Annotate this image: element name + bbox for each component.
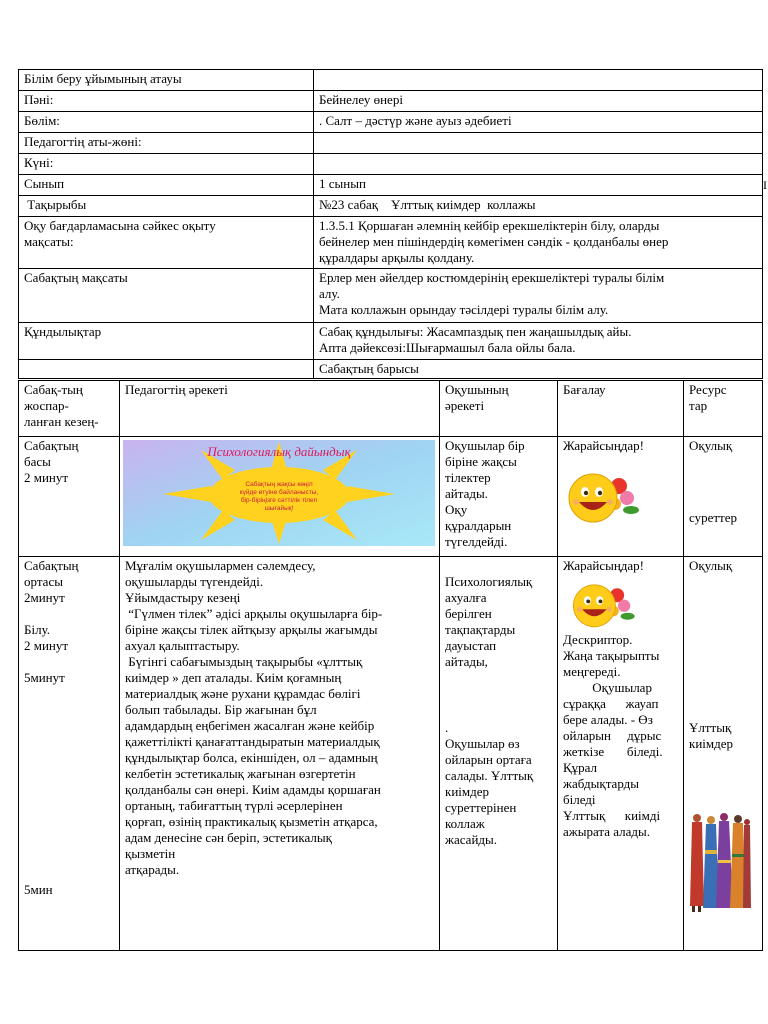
info-value: . Салт – дәстүр және ауыз әдебиеті bbox=[314, 112, 763, 133]
banner-line: Сабақтың жақсы көңіл bbox=[245, 481, 313, 488]
smiley-flowers-icon bbox=[563, 576, 645, 632]
info-row bbox=[19, 154, 763, 175]
banner-line: бір-біріңізге сәттілік тілеп bbox=[240, 497, 318, 504]
costume-figure bbox=[690, 814, 704, 912]
objectives-row bbox=[19, 217, 763, 269]
lesson-goal-label: Сабақтың мақсаты bbox=[19, 269, 314, 323]
info-row bbox=[19, 112, 763, 133]
banner-title: Психологиялық дайындық bbox=[207, 444, 351, 459]
info-label: Білім беру ұйымының атауы bbox=[19, 70, 314, 91]
info-label: Күні: bbox=[19, 154, 314, 175]
header-resources: Ресурс тар bbox=[684, 381, 763, 437]
values-value: Сабақ құндылығы: Жасампаздық пен жаңашылдық айы. Апта дәйексөзі:Шығармашыл бала ойлы бала. bbox=[314, 323, 763, 360]
lesson-plan-table bbox=[18, 380, 763, 951]
info-label: Сынып bbox=[19, 175, 314, 196]
info-value bbox=[314, 133, 763, 154]
teacher-cell: Мұғалім оқушылармен сәлемдесу, оқушыларды түгендейді. Ұйымдастыру кезеңі “Гүлмен тілек” әдісі арқылы оқушыларға бір- біріне жақсы тілек айтқызу арқылы жағымды ахуал қалыптастыру. Бүгінгі сабағымыздың тақырыбы «ұлттық киімдер » деп аталады. Киім қоғамның материалдық және рухани құрамдас бөлігі болып табылады. Бір жағынан бұл адамдардың еңбегімен жасалған және кейбір қажеттілікті қанағаттандыратын материалдық құндылықтар болса, екіншіден, ол – адамның келбетін эстетикалық жағынан өзгертетін қолданбалы сән өнері. Киім адамды қоршаған ортаның, табиғаттың түрлі әсерлерінен қорғап, өзінің практикалық қызметін атқарса, адам денесіне сән беріп, эстетикалық қызметін атқарады. bbox=[120, 557, 440, 951]
objectives-label: Оқу бағдарламасына сәйкес оқыту мақсаты: bbox=[19, 217, 314, 269]
info-label: Бөлім: bbox=[19, 112, 314, 133]
plan-row-middle bbox=[19, 557, 763, 951]
info-value bbox=[314, 70, 763, 91]
header-student: Оқушының әрекеті bbox=[440, 381, 558, 437]
info-label: Тақырыбы bbox=[19, 196, 314, 217]
student-cell: Оқушылар бір біріне жақсы тілектер айтады. Оқу құралдарын түгелдейді. bbox=[440, 437, 558, 557]
student-cell: Психологиялық ахуалға берілген тақпақтарды дауыстап айтады, . Оқушылар өз ойларын ортаға салады. Ұлттық киімдер суреттерінен коллаж жасайды. bbox=[440, 557, 558, 951]
teacher-cell bbox=[120, 437, 440, 557]
plan-row-beginning bbox=[19, 437, 763, 557]
national-costumes-image bbox=[689, 810, 751, 914]
header-teacher: Педагогтің әрекеті bbox=[120, 381, 440, 437]
progress-title-row bbox=[19, 360, 763, 379]
info-label: Педагогтің аты-жөні: bbox=[19, 133, 314, 154]
smiley-flowers-icon bbox=[563, 464, 645, 528]
info-row bbox=[19, 196, 763, 217]
lesson-goal-row bbox=[19, 269, 763, 323]
lesson-info-table bbox=[18, 69, 763, 379]
values-row bbox=[19, 323, 763, 360]
header-stage: Сабақ-тың жоспар- ланған кезең- bbox=[19, 381, 120, 437]
lesson-goal-value: Ерлер мен әйелдер костюмдерінің ерекшеліктері туралы білім алу. Мата коллажын орындау тәсілдері туралы білім алу. bbox=[314, 269, 763, 323]
info-row bbox=[19, 91, 763, 112]
costume-figure bbox=[743, 819, 751, 908]
objectives-value: 1.3.5.1 Қоршаған әлемнің кейбір ерекшеліктерін білу, оларды бейнелер мен пішіндердің көмегімен сәндік - қолданбалы өнер құралдары арқылы қолдану. bbox=[314, 217, 763, 269]
info-row bbox=[19, 133, 763, 154]
info-value: Бейнелеу өнері bbox=[314, 91, 763, 112]
plan-header-row bbox=[19, 381, 763, 437]
values-label: Құндылықтар bbox=[19, 323, 314, 360]
banner-line: күйде өтуіне байланысты, bbox=[239, 489, 319, 496]
banner-line: шығайық! bbox=[264, 505, 294, 512]
costume-figure bbox=[716, 813, 733, 908]
resources-cell: Оқулық Ұлттық киімдер bbox=[684, 557, 763, 951]
assessment-cell: Жарайсыңдар! Дескриптор. Жаңа тақырыпты меңгереді. Оқушылар сұраққа жауап бере алады. - Өз ойларын дұрыс жеткізе біледі. Құрал жабдықтарды біледі Ұлттық киімді ажырата алады. bbox=[558, 557, 684, 951]
progress-title: Сабақтың барысы bbox=[314, 360, 763, 379]
resources-cell: Оқулық суреттер bbox=[684, 437, 763, 557]
info-value: 1 сынып bbox=[314, 175, 763, 196]
info-value bbox=[314, 154, 763, 175]
info-value: №23 сабақ Ұлттық киімдер коллажы bbox=[314, 196, 763, 217]
stage-cell: Сабақтың басы 2 минут bbox=[19, 437, 120, 557]
info-row bbox=[19, 70, 763, 91]
header-assessment: Бағалау bbox=[558, 381, 684, 437]
empty-cell bbox=[19, 360, 314, 379]
info-row bbox=[19, 175, 763, 196]
info-label: Пәні: bbox=[19, 91, 314, 112]
assessment-cell: Жарайсыңдар! bbox=[558, 437, 684, 557]
stage-cell: Сабақтың ортасы 2минут Білу. 2 минут 5минут 5мин bbox=[19, 557, 120, 951]
stray-mark: I bbox=[763, 178, 767, 192]
psychological-prep-banner bbox=[123, 440, 435, 546]
